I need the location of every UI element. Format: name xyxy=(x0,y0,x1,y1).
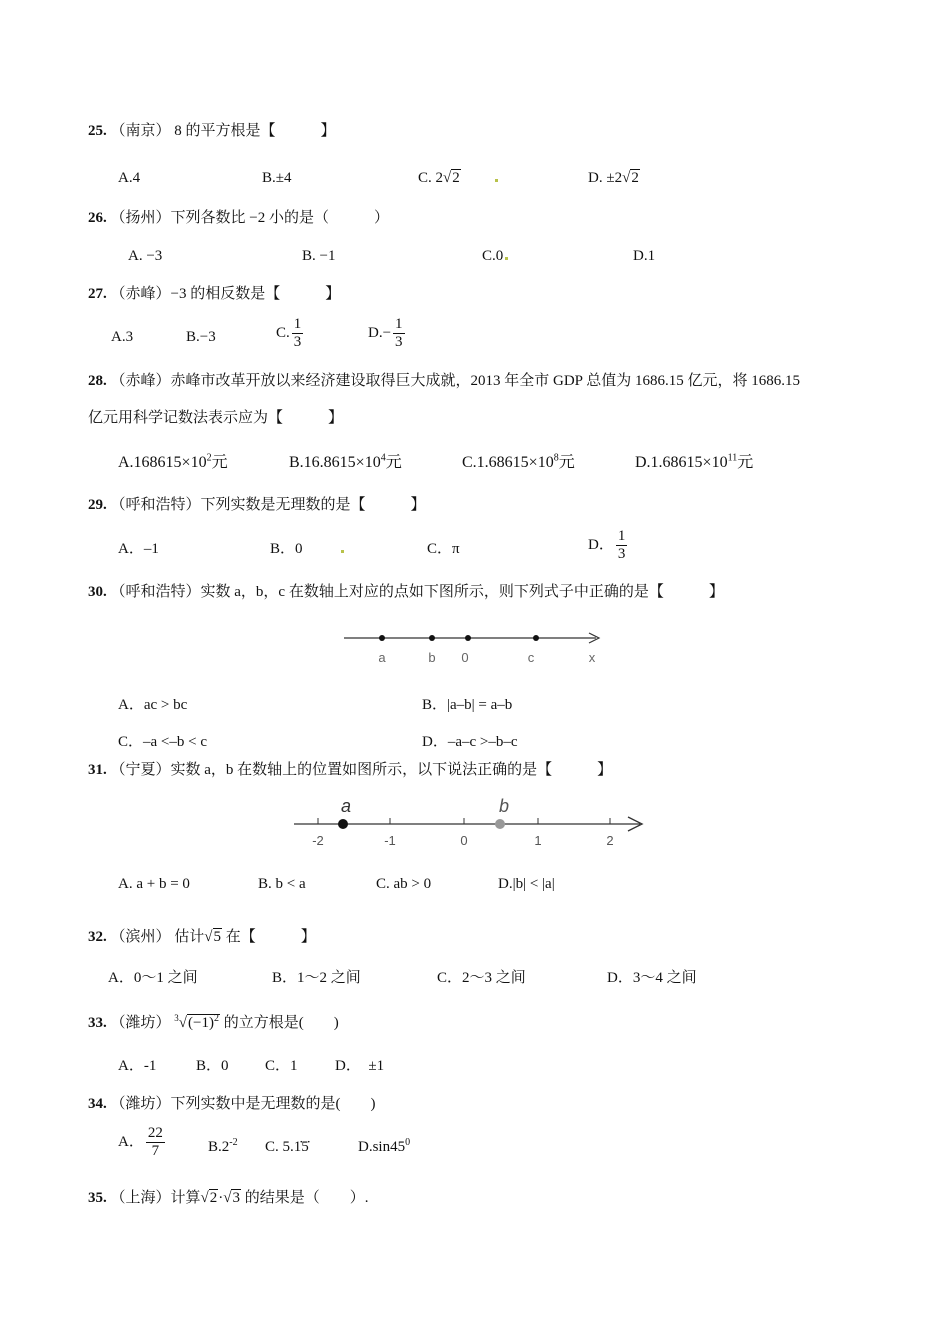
option-a: A. −3 xyxy=(128,248,163,264)
option-c: $C.1.68615\times 10^8$元 xyxy=(462,452,575,471)
question-number: 29. xyxy=(88,497,107,513)
option-d: D． ±1 xyxy=(335,1058,385,1074)
option-c: C. 2√2 xyxy=(418,168,500,188)
question-29 xyxy=(88,495,426,515)
option-c: C．1 xyxy=(265,1058,298,1074)
stray-mark xyxy=(341,550,344,553)
question-stem: （潍坊）下列实数中是无理数的是( ) xyxy=(110,1096,376,1112)
sqrt-symbol: √3 xyxy=(223,1190,240,1206)
question-33: 33. （潍坊） $^3√(-1)^2$ 的立方根是( ) xyxy=(88,1013,339,1031)
question-number: 25. xyxy=(88,123,107,139)
option-d: D．3～4 之间 xyxy=(607,970,697,986)
question-stem: （呼和浩特）下列实数是无理数的是【 】 xyxy=(110,497,426,513)
option-a: A.3 xyxy=(111,329,134,345)
question-26 xyxy=(88,208,389,228)
point-b xyxy=(495,819,505,829)
question-stem: （宁夏）实数 a，b 在数轴上的位置如图所示，以下说法正确的是【 】 xyxy=(110,762,613,778)
option-b: B．0 xyxy=(196,1058,229,1074)
question-35: 35. （上海）计算√2·√3 的结果是（ ）. xyxy=(88,1190,369,1206)
question-stem-line1: （赤峰）赤峰市改革开放以来经济建设取得巨大成就，2013 年全市 GDP 总值为 1686.15 亿元，将 1686.15 xyxy=(110,373,800,389)
tick-label: 0 xyxy=(460,833,468,848)
question-number: 31. xyxy=(88,762,107,778)
cube-root-symbol: $√(-1)^2$ xyxy=(178,1013,219,1031)
label-c: c xyxy=(527,650,535,665)
tick-label: -1 xyxy=(384,833,396,848)
option-b: B.−3 xyxy=(186,329,216,345)
question-number: 32. xyxy=(88,929,107,945)
option-d: D. ±2√2 xyxy=(588,170,639,186)
option-c: C．–a <–b < c xyxy=(118,734,207,750)
point-b xyxy=(429,635,435,641)
tick-label: -2 xyxy=(312,833,324,848)
option-a: A.4 xyxy=(118,170,141,186)
question-number: 28. xyxy=(88,373,107,389)
question-number: 26. xyxy=(88,210,107,226)
option-c: C. $\frac{1}{3}$ xyxy=(276,316,302,350)
stray-mark xyxy=(495,179,498,182)
option-d: $D.1.68615\times 10^{11}$元 xyxy=(635,452,754,471)
label-b: b xyxy=(428,650,436,665)
fraction: $\frac{1}{3}$ xyxy=(395,316,403,350)
option-c: C. 5.1̇5̇ xyxy=(265,1139,309,1155)
option-d: $D.\sin 45^0$ xyxy=(358,1137,411,1155)
question-31 xyxy=(88,760,612,780)
stray-mark xyxy=(505,257,508,260)
fraction: $\frac{1}{3}$ xyxy=(617,528,626,562)
option-c: C.0 xyxy=(482,246,510,266)
point-a xyxy=(379,635,385,641)
sqrt-symbol: √2 xyxy=(200,1190,218,1206)
label-b: b xyxy=(498,796,510,816)
option-d: D.1 xyxy=(633,248,656,264)
question-25 xyxy=(88,121,336,141)
option-a: A． $\frac{22}{7}$ xyxy=(118,1125,163,1159)
option-b: $B.2^{-2}$ xyxy=(208,1137,238,1155)
question-stem: （扬州）下列各数比 −2 小的是（ ） xyxy=(110,210,389,226)
question-27 xyxy=(88,284,340,304)
sqrt-symbol: √2 xyxy=(622,170,639,186)
question-28 xyxy=(88,371,800,391)
fraction: $\frac{22}{7}$ xyxy=(147,1125,163,1159)
number-line-figure xyxy=(340,625,610,670)
option-a: $A.168615\times 10^2$元 xyxy=(118,452,228,471)
option-b: B．0 xyxy=(270,539,346,559)
question-34 xyxy=(88,1094,376,1114)
label-a: a xyxy=(378,650,386,665)
label-zero: 0 xyxy=(461,650,469,665)
option-a: A．0～1 之间 xyxy=(108,970,198,986)
question-stem: （赤峰）−3 的相反数是【 】 xyxy=(110,286,341,302)
question-number: 33. xyxy=(88,1015,107,1031)
question-number: 35. xyxy=(88,1190,107,1206)
question-stem: （呼和浩特）实数 a，b，c 在数轴上对应的点如下图所示，则下列式子中正确的是【 】 xyxy=(110,584,724,600)
option-a: A. a + b = 0 xyxy=(118,876,190,892)
option-b: B. −1 xyxy=(302,248,336,264)
option-b: B. b < a xyxy=(258,876,306,892)
point-a xyxy=(338,819,348,829)
tick-label: 2 xyxy=(606,833,614,848)
label-a: a xyxy=(340,796,352,816)
point-c xyxy=(533,635,539,641)
sqrt-symbol: √5 xyxy=(204,929,221,945)
question-32: 32. （滨州） 估计√5 在【 】 xyxy=(88,929,316,945)
question-number: 27. xyxy=(88,286,107,302)
point-zero xyxy=(465,635,471,641)
tick-label: 1 xyxy=(534,833,542,848)
option-d: D.− $\frac{1}{3}$ xyxy=(368,316,403,350)
question-stem-line2: 亿元用科学记数法表示应为【 】 xyxy=(88,410,344,426)
option-d: D．–a–c >–b–c xyxy=(422,734,518,750)
label-x: x xyxy=(588,650,596,665)
question-number: 30. xyxy=(88,584,107,600)
option-b: B．1～2 之间 xyxy=(272,970,361,986)
question-number: 34. xyxy=(88,1096,107,1112)
sqrt-symbol: √2 xyxy=(443,170,460,186)
option-d: D.|b| < |a| xyxy=(498,876,555,892)
option-c: C．2～3 之间 xyxy=(437,970,526,986)
number-line-figure-2 xyxy=(290,792,652,854)
question-stem: （南京） 8 的平方根是【 】 xyxy=(110,123,336,139)
fraction: $\frac{1}{3}$ xyxy=(293,316,302,350)
option-b: B.±4 xyxy=(262,170,292,186)
option-b: B．|a–b| = a–b xyxy=(422,697,513,713)
option-d: D． $\frac{1}{3}$ xyxy=(588,528,626,562)
option-c: C．π xyxy=(427,541,460,557)
option-a: A．–1 xyxy=(118,541,159,557)
option-c: C. ab > 0 xyxy=(376,876,432,892)
question-30 xyxy=(88,582,724,602)
option-a: A．-1 xyxy=(118,1058,157,1074)
option-a: A．ac > bc xyxy=(118,697,188,713)
option-b: $B.16.8615\times 10^4$元 xyxy=(289,452,402,471)
cube-root-index: 3 xyxy=(174,1013,179,1023)
